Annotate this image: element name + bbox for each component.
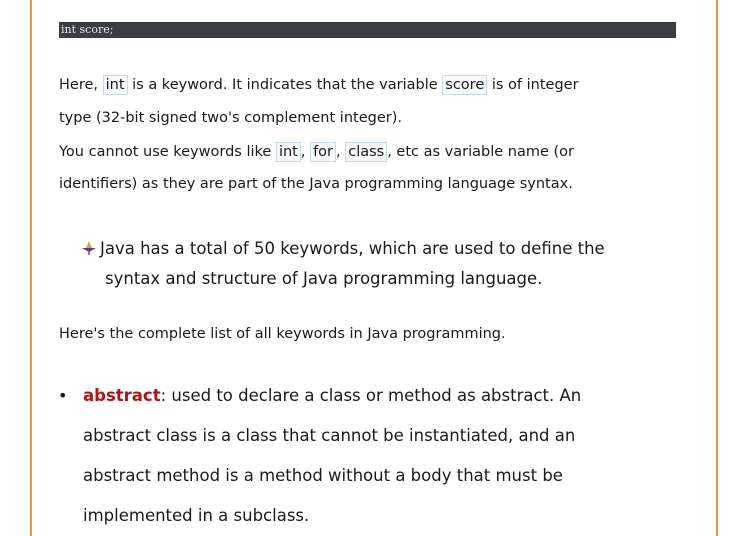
keyword-for: for [310,142,336,162]
note-line2: syntax and structure of Java programming language. [105,269,543,288]
list-item-line4: implemented in a subclass. [83,506,310,525]
keyword-score: score [442,75,487,95]
list-item-line2: abstract class is a class that cannot be instantiated, and an [83,426,576,445]
paragraph-keyword-explanation-line2: type (32-bit signed two's complement integer). [59,110,402,126]
keyword-term-abstract: abstract [83,386,161,405]
code-snippet: int score; [59,22,676,38]
text: , [336,144,346,160]
text: You cannot use keywords like [59,144,276,160]
list-item-line1 [83,386,581,405]
paragraph-keyword-explanation-line1 [59,75,579,95]
note-callout [81,234,605,294]
text: , [300,144,311,160]
paragraph-keyword-usage-line2: identifiers) as they are part of the Java programming language syntax. [59,176,573,192]
list-item-line3: abstract method is a method without a body that must be [83,466,563,485]
bullet-dot: • [58,386,68,405]
text: Here, [59,77,103,93]
text: : used to declare a class or method as abstract. An [160,386,582,405]
keyword-class: class [345,142,387,162]
keyword-int: int [103,75,128,95]
text: , etc as variable name (or [387,144,574,160]
note-line1: Java has a total of 50 keywords, which are used to define the [100,239,605,258]
keywords-list-intro: Here's the complete list of all keywords in Java programming. [59,326,506,342]
keyword-int: int [276,142,301,162]
paragraph-keyword-usage-line1 [59,142,574,162]
text: is of integer [487,77,579,93]
text: is a keyword. It indicates that the variable [127,77,443,93]
